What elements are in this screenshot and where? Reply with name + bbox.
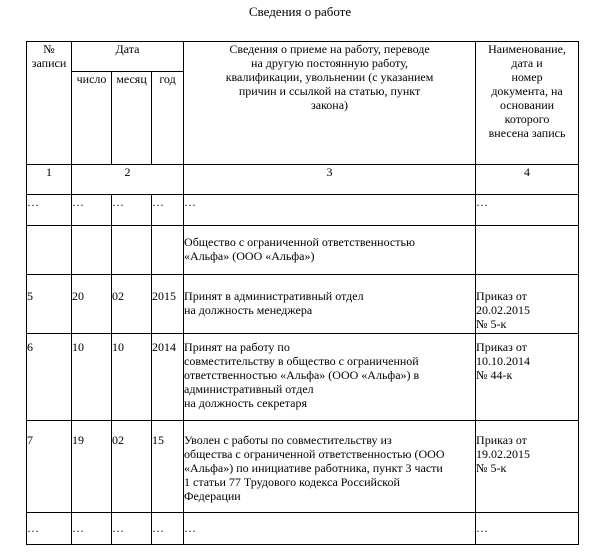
record-month: 10 bbox=[112, 334, 152, 421]
table-row bbox=[27, 513, 579, 545]
record-year: 2015 bbox=[152, 275, 184, 334]
column-number: 2 bbox=[72, 165, 184, 195]
record-year bbox=[152, 226, 184, 275]
header-document: Наименование, дата и номер документа, на основании которого внесена запись bbox=[476, 42, 579, 165]
table-row bbox=[27, 275, 579, 334]
table-row bbox=[27, 195, 579, 226]
record-info: Уволен с работы по совместительству из общества с ограниченной ответственностью (ООО «Альфа») по инициативе работника, пункт 3 части 1 статьи 77 Трудового кодекса Российской Федерации bbox=[184, 421, 476, 513]
record-month: … bbox=[112, 195, 152, 226]
record-day: 19 bbox=[72, 421, 112, 513]
record-year: 15 bbox=[152, 421, 184, 513]
record-document: … bbox=[476, 195, 579, 226]
record-info: Принят на работу по совместительству в общество с ограниченной ответственностью «Альфа» (ООО «Альфа») в административный отдел на должность секретаря bbox=[184, 334, 476, 421]
record-info: … bbox=[184, 195, 476, 226]
header-date: Дата bbox=[72, 42, 184, 72]
work-records-table bbox=[26, 41, 579, 545]
record-year: 2014 bbox=[152, 334, 184, 421]
header-year: год bbox=[152, 72, 184, 165]
table-row bbox=[27, 226, 579, 275]
column-number: 4 bbox=[476, 165, 579, 195]
record-document: Приказ от 20.02.2015 № 5-к bbox=[476, 275, 579, 334]
record-info: … bbox=[184, 513, 476, 545]
column-number: 3 bbox=[184, 165, 476, 195]
record-number: 7 bbox=[27, 421, 72, 513]
record-month bbox=[112, 226, 152, 275]
record-number: … bbox=[27, 195, 72, 226]
record-month: 02 bbox=[112, 275, 152, 334]
record-month: … bbox=[112, 513, 152, 545]
record-document: Приказ от 19.02.2015 № 5-к bbox=[476, 421, 579, 513]
record-number bbox=[27, 226, 72, 275]
header-row-top bbox=[27, 42, 579, 72]
record-day bbox=[72, 226, 112, 275]
record-day: … bbox=[72, 195, 112, 226]
page-title: Сведения о работе bbox=[248, 4, 352, 19]
record-number: … bbox=[27, 513, 72, 545]
record-number: 6 bbox=[27, 334, 72, 421]
record-document: Приказ от 10.10.2014 № 44-к bbox=[476, 334, 579, 421]
record-number: 5 bbox=[27, 275, 72, 334]
record-year: … bbox=[152, 195, 184, 226]
table-row bbox=[27, 421, 579, 513]
record-day: 10 bbox=[72, 334, 112, 421]
record-day: … bbox=[72, 513, 112, 545]
column-number: 1 bbox=[27, 165, 72, 195]
table-row bbox=[27, 334, 579, 421]
header-month: месяц bbox=[112, 72, 152, 165]
header-record-number: № записи bbox=[27, 42, 72, 165]
record-day: 20 bbox=[72, 275, 112, 334]
record-document bbox=[476, 226, 579, 275]
record-info: Общество с ограниченной ответственностью «Альфа» (ООО «Альфа») bbox=[184, 226, 476, 275]
header-work-info: Сведения о приеме на работу, переводе на другую постоянную работу, квалификации, увольнении (с указанием причин и ссылкой на статью, пункт закона) bbox=[184, 42, 476, 165]
column-numbers-row bbox=[27, 165, 579, 195]
record-info: Принят в административный отдел на должность менеджера bbox=[184, 275, 476, 334]
record-document: … bbox=[476, 513, 579, 545]
header-day: число bbox=[72, 72, 112, 165]
record-month: 02 bbox=[112, 421, 152, 513]
record-year: … bbox=[152, 513, 184, 545]
